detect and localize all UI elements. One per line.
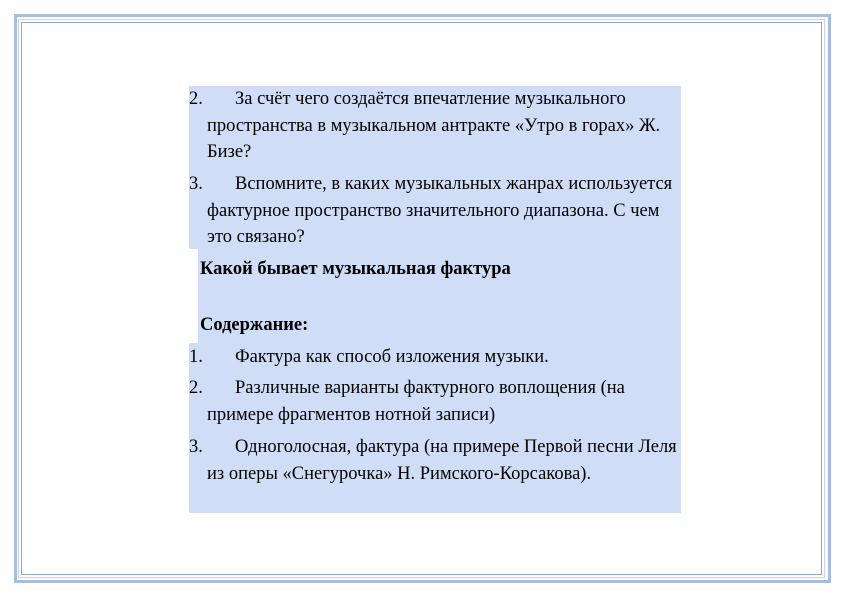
contents-label: Содержание: bbox=[200, 315, 309, 335]
question-item bbox=[189, 171, 681, 251]
question-text: Вспомните, в каких музыкальных жанрах используется фактурное пространство значительного диапазона. С чем это связано? bbox=[207, 174, 673, 247]
question-text: За счёт чего создаётся впечатление музыкального пространства в музыкальном антракте «Утро в горах» Ж. Бизе? bbox=[207, 89, 661, 162]
question-number: 2. bbox=[189, 89, 203, 109]
question-item bbox=[189, 86, 681, 166]
question-number: 3. bbox=[189, 174, 203, 194]
contents-item bbox=[189, 344, 681, 371]
contents-number: 2. bbox=[189, 378, 203, 398]
contents-item bbox=[189, 375, 681, 428]
topic-title: Какой бывает музыкальная фактура bbox=[200, 259, 511, 279]
contents-text: Различные варианты фактурного воплощения (на примере фрагментов нотной записи) bbox=[207, 378, 625, 425]
contents-text: Фактура как способ изложения музыки. bbox=[235, 347, 549, 367]
contents-text: Одноголосная, фактура (на примере Первой песни Леля из оперы «Снегурочка» Н. Римского-Корсакова). bbox=[207, 437, 677, 484]
contents-number: 3. bbox=[189, 437, 203, 457]
contents-item bbox=[189, 434, 681, 487]
contents-number: 1. bbox=[189, 347, 203, 367]
